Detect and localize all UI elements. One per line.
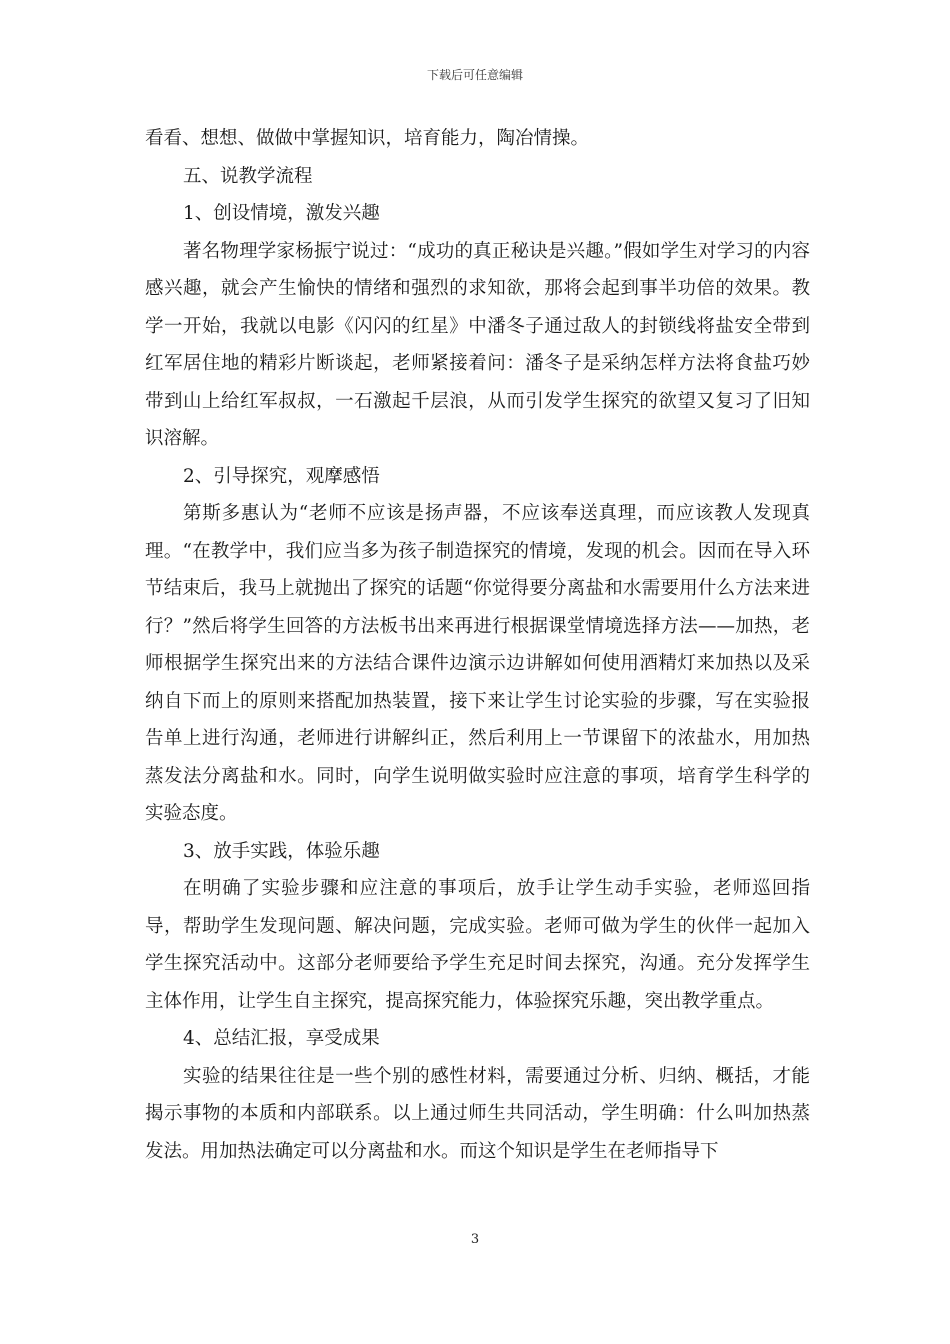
paragraph-step-2: 第斯多惠认为“老师不应该是扬声器，不应该奉送真理，而应该教人发现真理。“在教学中，我们应当多为孩子制造探究的情境，发现的机会。因而在导入环节结束后，我马上就抛出了探究的话题“你觉得要分离盐和水需要用什么方法来进行？”然后将学生回答的方法板书出来再进行根据课堂情境选择方法——加热，老师根据学生探究出来的方法结合课件边演示边讲解如何使用酒精灯来加热以及采纳自下而上的原则来搭配加热装置，接下来让学生讨论实验的步骤，写在实验报告单上进行沟通，老师进行讲解纠正，然后利用上一节课留下的浓盐水，用加热蒸发法分离盐和水。同时，向学生说明做实验时应注意的事项，培育学生科学的实验态度。	[145, 503, 810, 824]
paragraph-continuation: 看看、想想、做做中掌握知识，培育能力，陶冶情操。	[145, 128, 590, 149]
subheading-step-1: 1、创设情境，激发兴趣	[183, 203, 380, 224]
subheading-step-3: 3、放手实践，体验乐趣	[183, 840, 380, 862]
section-heading-teaching-process: 五、说教学流程	[183, 165, 313, 187]
subheading-step-4: 4、总结汇报，享受成果	[183, 1028, 380, 1049]
paragraph-step-1: 著名物理学家杨振宁说过：“成功的真正秘诀是兴趣。”假如学生对学习的内容感兴趣，就会产生愉快的情绪和强烈的求知欲，那将会起到事半功倍的效果。教学一开始，我就以电影《闪闪的红星》中潘冬子通过敌人的封锁线将盐安全带到红军居住地的精彩片断谈起，老师紧接着问：潘冬子是采纳怎样方法将食盐巧妙带到山上给红军叔叔，一石激起千层浪，从而引发学生探究的欲望又复习了旧知识溶解。	[145, 240, 810, 449]
paragraph-step-4: 实验的结果往往是一些个别的感性材料，需要通过分析、归纳、概括，才能揭示事物的本质和内部联系。以上通过师生共同活动，学生明确：什么叫加热蒸发法。用加热法确定可以分离盐和水。而这个知识是学生在老师指导下	[145, 1065, 810, 1162]
page-number: 3	[470, 1232, 480, 1247]
document-body	[145, 120, 810, 1170]
subheading-step-2: 2、引导探究，观摩感悟	[183, 465, 380, 487]
paragraph-step-3: 在明确了实验步骤和应注意的事项后，放手让学生动手实验，老师巡回指导，帮助学生发现问题、解决问题，完成实验。老师可做为学生的伙伴一起加入学生探究活动中。这部分老师要给予学生充足时间去探究，沟通。充分发挥学生主体作用，让学生自主探究，提高探究能力，体验探究乐趣，突出教学重点。	[145, 878, 810, 1012]
page-header: 下载后可任意编辑	[426, 68, 523, 82]
